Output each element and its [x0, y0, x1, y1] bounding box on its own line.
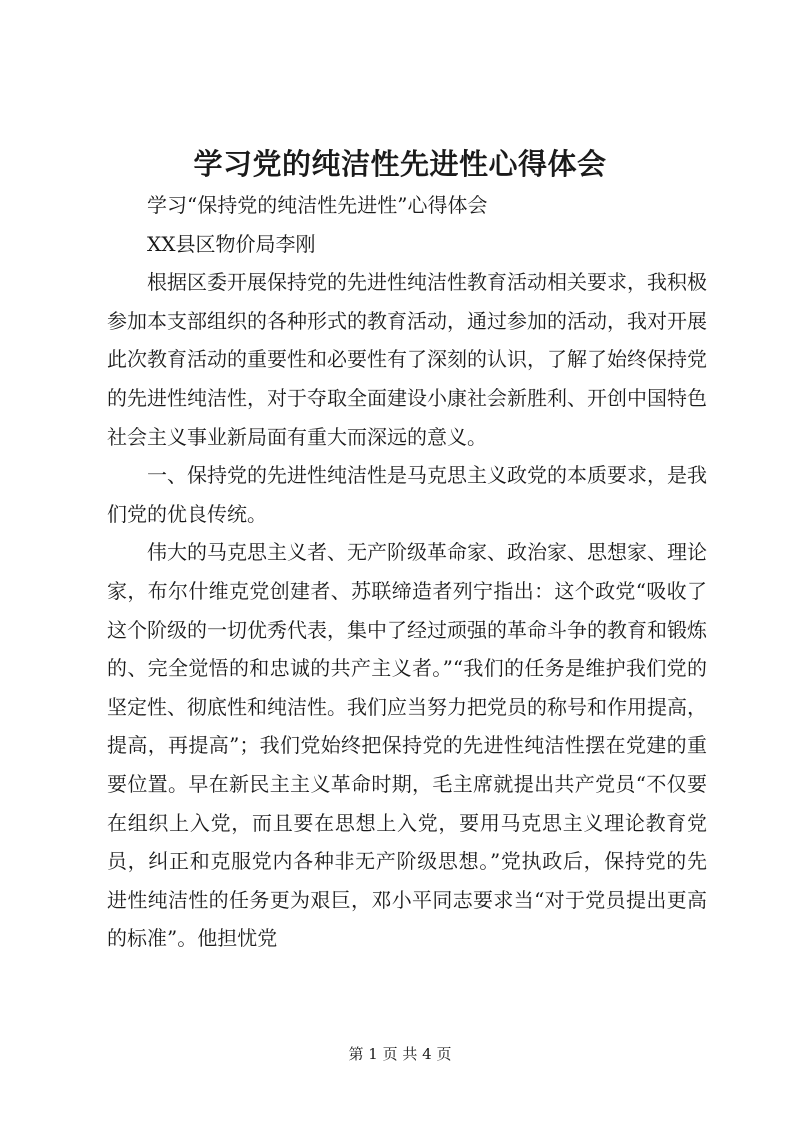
paragraph-author: XX县区物价局李刚 — [147, 231, 316, 256]
paragraph-subtitle: 学习“保持党的纯洁性先进性”心得体会 — [147, 193, 488, 217]
document-title: 学习党的纯洁性先进性心得体会 — [193, 147, 607, 181]
paragraph-section-heading: 一、保持党的先进性纯洁性是马克思主义政党的本质要求，是我们党的优良传统。 — [107, 463, 707, 526]
document-body — [107, 186, 707, 958]
paragraph-body: 伟大的马克思主义者、无产阶级革命家、政治家、思想家、理论家，布尔什维克党创建者、苏联缔造者列宁指出：这个政党“吸收了这个阶级的一切优秀代表，集中了经过顽强的革命斗争的教育和锻炼的、完全觉悟的和忠诚的共产主义者。”“我们的任务是维护我们党的坚定性、彻底性和纯洁性。我们应当努力把党员的称号和作用提高，提高，再提高”；我们党始终把保持党的先进性纯洁性摆在党建的重要位置。早在新民主主义革命时期，毛主席就提出共产党员“不仅要在组织上入党，而且要在思想上入党，要用马克思主义理论教育党员，纠正和克服党内各种非无产阶级思想。”党执政后，保持党的先进性纯洁性的任务更为艰巨，邓小平同志要求当“对于党员提出更高的标准”。他担忧党 — [107, 540, 707, 951]
paragraph-intro: 根据区委开展保持党的先进性纯洁性教育活动相关要求，我积极参加本支部组织的各种形式的教育活动，通过参加的活动，我对开展此次教育活动的重要性和必要性有了深刻的认识，了解了始终保持党的先进性纯洁性，对于夺取全面建设小康社会新胜利、开创中国特色社会主义事业新局面有重大而深远的意义。 — [107, 270, 707, 449]
page-number-footer: 第 1 页 共 4 页 — [348, 1045, 452, 1063]
